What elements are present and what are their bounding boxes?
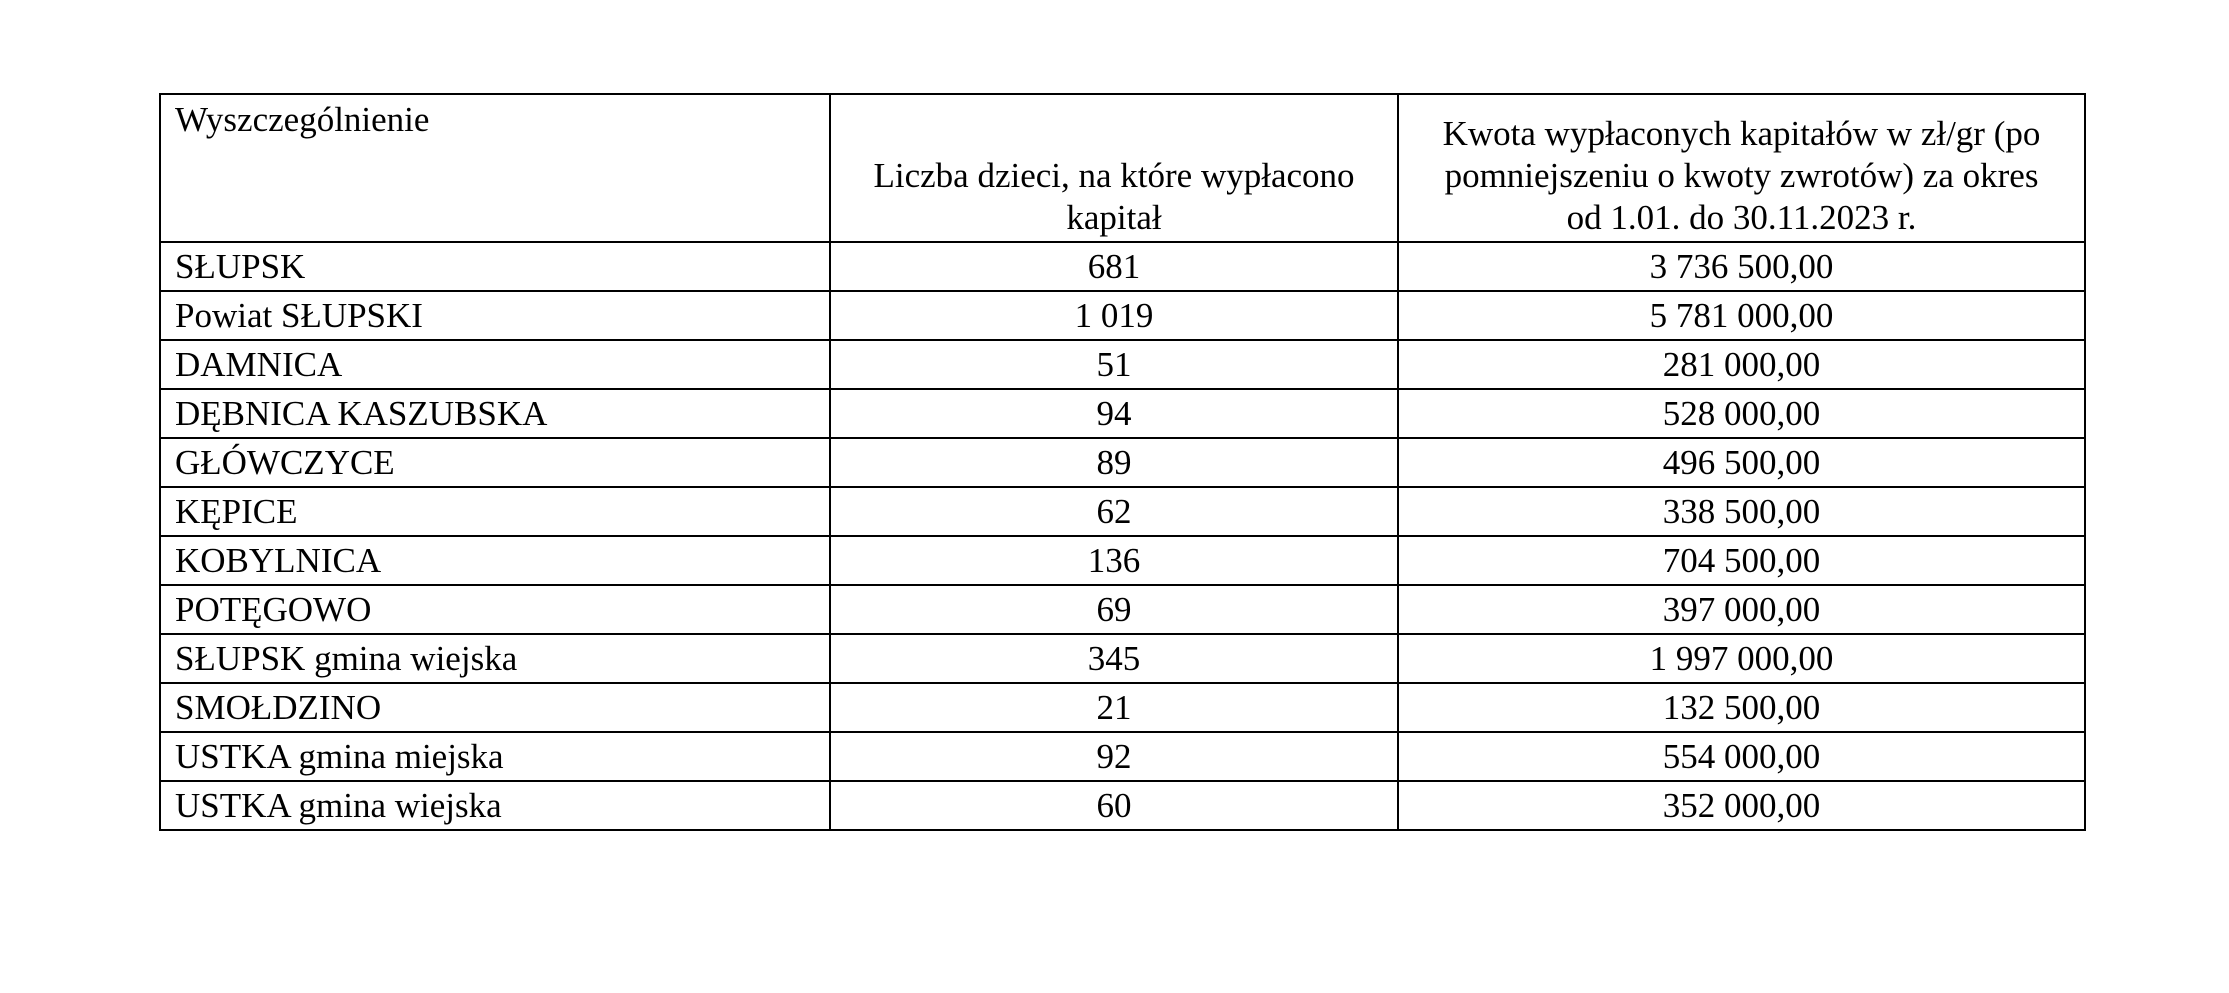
row-name: GŁÓWCZYCE — [160, 438, 830, 487]
row-amount: 281 000,00 — [1398, 340, 2085, 389]
row-amount: 338 500,00 — [1398, 487, 2085, 536]
row-name: DĘBNICA KASZUBSKA — [160, 389, 830, 438]
header-amount-paid-line: od 1.01. do 30.11.2023 r. — [1566, 198, 1917, 237]
row-name: USTKA gmina miejska — [160, 732, 830, 781]
row-amount: 496 500,00 — [1398, 438, 2085, 487]
row-amount: 528 000,00 — [1398, 389, 2085, 438]
row-children-count: 92 — [830, 732, 1398, 781]
table-header — [160, 94, 2085, 242]
row-amount: 397 000,00 — [1398, 585, 2085, 634]
table-row — [160, 438, 2085, 487]
header-children-count-line: Liczba dzieci, na które wypłacono — [873, 156, 1355, 195]
header-specification: Wyszczególnienie — [160, 94, 830, 242]
header-amount-paid — [1398, 94, 2085, 242]
row-name: DAMNICA — [160, 340, 830, 389]
row-children-count: 345 — [830, 634, 1398, 683]
row-children-count: 94 — [830, 389, 1398, 438]
table-row — [160, 242, 2085, 291]
table-row — [160, 781, 2085, 830]
header-children-count-line: kapitał — [1066, 198, 1162, 237]
table-row — [160, 340, 2085, 389]
row-children-count: 62 — [830, 487, 1398, 536]
row-amount: 132 500,00 — [1398, 683, 2085, 732]
table-row — [160, 634, 2085, 683]
table-body — [160, 242, 2085, 830]
row-children-count: 681 — [830, 242, 1398, 291]
table-row — [160, 291, 2085, 340]
row-children-count: 21 — [830, 683, 1398, 732]
row-amount: 352 000,00 — [1398, 781, 2085, 830]
row-name: SMOŁDZINO — [160, 683, 830, 732]
header-row — [160, 94, 2085, 242]
header-amount-paid-line: Kwota wypłaconych kapitałów w zł/gr (po — [1442, 114, 2041, 153]
capital-payments-table — [159, 93, 2086, 831]
row-children-count: 1 019 — [830, 291, 1398, 340]
table-row — [160, 732, 2085, 781]
row-name: KOBYLNICA — [160, 536, 830, 585]
row-name: SŁUPSK — [160, 242, 830, 291]
row-name: Powiat SŁUPSKI — [160, 291, 830, 340]
row-name: SŁUPSK gmina wiejska — [160, 634, 830, 683]
row-amount: 704 500,00 — [1398, 536, 2085, 585]
row-name: KĘPICE — [160, 487, 830, 536]
row-amount: 5 781 000,00 — [1398, 291, 2085, 340]
header-amount-paid-line: pomniejszeniu o kwoty zwrotów) za okres — [1444, 156, 2039, 195]
row-children-count: 69 — [830, 585, 1398, 634]
row-children-count: 51 — [830, 340, 1398, 389]
row-name: POTĘGOWO — [160, 585, 830, 634]
row-amount: 1 997 000,00 — [1398, 634, 2085, 683]
table-row — [160, 683, 2085, 732]
row-name: USTKA gmina wiejska — [160, 781, 830, 830]
row-children-count: 89 — [830, 438, 1398, 487]
row-children-count: 136 — [830, 536, 1398, 585]
table-row — [160, 487, 2085, 536]
table-row — [160, 536, 2085, 585]
table-row — [160, 585, 2085, 634]
row-amount: 3 736 500,00 — [1398, 242, 2085, 291]
row-children-count: 60 — [830, 781, 1398, 830]
table-row — [160, 389, 2085, 438]
row-amount: 554 000,00 — [1398, 732, 2085, 781]
header-children-count — [830, 94, 1398, 242]
